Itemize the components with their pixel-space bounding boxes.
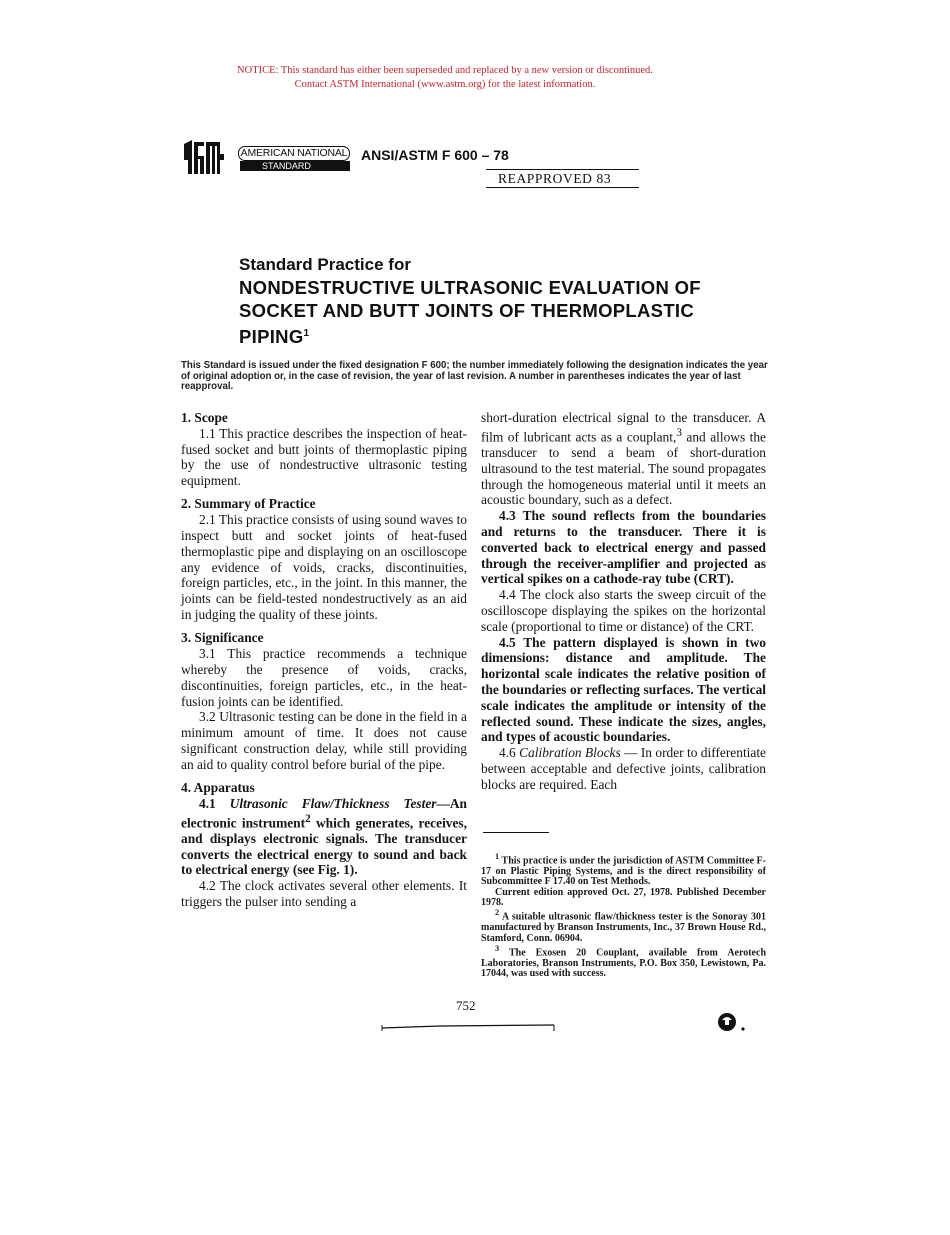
notice-line-1: NOTICE: This standard has either been superseded and replaced by a new version or discontinued. bbox=[237, 65, 653, 76]
footnote-1 bbox=[481, 852, 766, 888]
footnote-1-marker: 1 bbox=[495, 852, 500, 861]
issue-note: This Standard is issued under the fixed designation F 600; the number immediately following the designation indicates the year of original adoption or, in the case of revision, the year of last revision. A number in parentheses indicates the year of last reapproval. bbox=[181, 360, 768, 393]
para-4-2-cont-a: short-duration electrical signal to the transducer. A film of lubricant acts as a couplant, bbox=[481, 410, 766, 445]
section-1-heading: 1. Scope bbox=[181, 410, 228, 425]
para-4-1-term: Ultrasonic Flaw/Thickness Tester bbox=[229, 795, 437, 811]
section-2-heading: 2. Summary of Practice bbox=[181, 496, 316, 512]
para-4-4: 4.4 The clock also starts the sweep circuit of the oscilloscope displaying the spikes on the horizontal scale (proportional to time or distance) of the CRT. bbox=[481, 587, 766, 634]
title-line-3 bbox=[239, 322, 759, 348]
para-4-1-text-a: —An electronic instrument bbox=[181, 795, 467, 831]
para-4-2-cont-b: and allows the transducer to send a beam of short-duration ultrasound to the test material. The sound propagates through the homogeneous material until it meets an acoustic boundary, such as a defect. bbox=[481, 429, 766, 508]
para-4-1 bbox=[181, 796, 467, 878]
badge-top-text: AMERICAN NATIONAL bbox=[238, 146, 350, 161]
notice-banner bbox=[0, 64, 890, 91]
para-1-1: 1.1 This practice describes the inspection of heat-fused socket and butt joints of thermoplastic piping by the use of nondestructive ultrasonic testing equipment. bbox=[181, 425, 467, 489]
notice-line-2: Contact ASTM International (www.astm.org) for the latest information. bbox=[294, 78, 596, 90]
footnote-2-text: A suitable ultrasonic flaw/thickness tester is the Sonoray 301 manufactured by Branson Instruments, Inc., 37 Brown House Rd., Stamford, Conn. 06904. bbox=[481, 911, 766, 944]
footnote-1-text: This practice is under the jurisdiction of ASTM Committee F-17 on Plastic Piping Systems, and is the direct responsibility of Subcommittee F 17.40 on Test Methods. bbox=[481, 855, 766, 888]
para-3-2: 3.2 Ultrasonic testing can be done in the field in a minimum amount of time. It does not cause significant construction delay, while still providing an aid to quality control before burial of the pipe. bbox=[181, 709, 467, 772]
astm-logo-icon bbox=[181, 138, 227, 178]
title-prefix: Standard Practice for bbox=[239, 255, 411, 274]
para-4-2-footnote-ref: 3 bbox=[676, 426, 682, 439]
footnote-3 bbox=[481, 944, 766, 980]
title-footnote-ref: 1 bbox=[303, 328, 310, 339]
reapproved-text: REAPPROVED 83 bbox=[498, 171, 612, 186]
standard-designation: ANSI/ASTM F 600 – 78 bbox=[361, 147, 509, 163]
footnote-rule bbox=[483, 832, 549, 833]
section-3-heading: 3. Significance bbox=[181, 630, 264, 646]
para-4-5: 4.5 The pattern displayed is shown in two dimensions: distance and amplitude. The horizontal scale indicates the relative position of the boundaries or reflecting surfaces. The vertical scale indicates the amplitude or intensity of the reflected sound. These indicate the sizes, angles, and types of acoustic boundaries. bbox=[481, 634, 766, 745]
section-4-heading: 4. Apparatus bbox=[181, 780, 255, 796]
reapproved-stamp bbox=[486, 169, 639, 188]
para-2-1: 2.1 This practice consists of using sound waves to inspect butt and socket joints of heat-fused thermoplastic pipe and displaying on an oscilloscope any evidence of voids, cracks, discontinuities, foreign particles, etc., in the joint. In this manner, the joints can be field-tested nondestructively as an aid in judging the quality of these joints. bbox=[181, 512, 467, 623]
badge-bottom-text: STANDARD bbox=[240, 161, 350, 171]
para-4-2-continued bbox=[481, 410, 766, 508]
para-4-1-footnote-ref: 2 bbox=[305, 812, 311, 825]
footnote-3-marker: 3 bbox=[495, 943, 500, 953]
title-line-3-text: PIPING bbox=[239, 326, 304, 348]
para-4-6-term: Calibration Blocks bbox=[519, 745, 621, 761]
footnote-3-text: The Exosen 20 Couplant, available from Aerotech Laboratories, Branson Instruments, P.O. Box 350, Lewistown, Pa. 17044, was used with success. bbox=[481, 947, 766, 980]
footnote-2 bbox=[481, 908, 766, 944]
american-national-standard-badge bbox=[238, 146, 354, 174]
para-4-3: 4.3 The sound reflects from the boundaries and returns to the transducer. There it is converted back to electrical energy and passed through the receiver-amplifier and projected as vertical spikes on a cathode-ray tube (CRT). bbox=[481, 508, 766, 587]
para-4-1-text-b: which generates, receives, and displays electronic signals. The transducer converts the electrical energy to sound and back to electrical energy (see Fig. 1). bbox=[181, 815, 467, 878]
footer-rule bbox=[380, 1019, 556, 1029]
right-column bbox=[481, 410, 766, 793]
footnote-2-marker: 2 bbox=[495, 908, 500, 918]
para-4-1-number: 4.1 bbox=[199, 795, 230, 811]
para-4-6-number: 4.6 bbox=[499, 745, 520, 761]
title-line-1: NONDESTRUCTIVE ULTRASONIC EVALUATION OF bbox=[239, 277, 701, 298]
recycle-mark-icon bbox=[716, 1010, 762, 1034]
title-line-2: SOCKET AND BUTT JOINTS OF THERMOPLASTIC bbox=[239, 300, 695, 321]
para-4-2: 4.2 The clock activates several other elements. It triggers the pulser into sending a bbox=[181, 878, 467, 910]
para-4-6-text: — In order to differentiate between acceptable and defective joints, calibration blocks are required. Each bbox=[481, 745, 766, 792]
footnote-1-edition: Current edition approved Oct. 27, 1978. Published December 1978. bbox=[481, 886, 766, 908]
page-number: 752 bbox=[456, 998, 476, 1013]
para-3-1: 3.1 This practice recommends a technique whereby the presence of voids, cracks, discontinuities, foreign particles, etc., in the heat-fusion joints can be identified. bbox=[181, 646, 467, 709]
para-4-6 bbox=[481, 745, 766, 792]
footnotes bbox=[481, 852, 766, 979]
document-title bbox=[239, 276, 759, 348]
left-column bbox=[181, 410, 467, 910]
